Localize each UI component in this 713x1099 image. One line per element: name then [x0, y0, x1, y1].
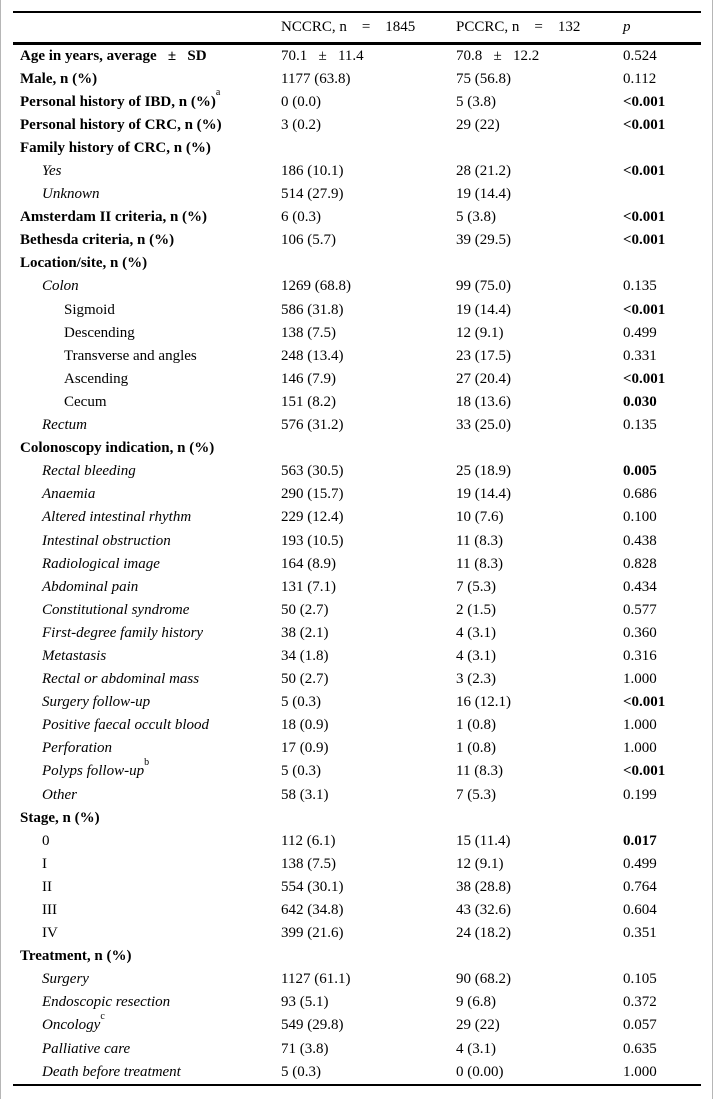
row-label: [13, 302, 281, 319]
footnote-marker: c: [100, 1010, 105, 1022]
table-row: [13, 784, 701, 807]
row-label: [13, 671, 281, 688]
row-label: [13, 140, 281, 157]
table-row: [13, 437, 701, 460]
nccrc-value: 1127 (61.1): [281, 971, 351, 988]
row-label-text: IV: [42, 925, 58, 942]
row-label-text: Transverse and angles: [64, 347, 197, 364]
p-value: 0.577: [623, 601, 657, 618]
row-label-text: Palliative care: [42, 1040, 131, 1057]
pccrc-value: 4 (3.1): [456, 624, 496, 641]
row-label: [13, 1041, 281, 1058]
nccrc-value: 5 (0.3): [281, 1063, 321, 1080]
row-label-text: Amsterdam II criteria, n (%): [20, 209, 208, 226]
p-value: 0.524: [623, 47, 657, 64]
row-label: [13, 971, 281, 988]
table-row: [13, 599, 701, 622]
nccrc-value: 38 (2.1): [281, 624, 329, 641]
table-row: [13, 229, 701, 252]
p-value: 0.135: [623, 417, 657, 434]
row-label: [13, 694, 281, 711]
pccrc-value: 19 (14.4): [456, 486, 511, 503]
row-label-text: Colon: [42, 278, 79, 295]
pccrc-value: 29 (22): [456, 116, 500, 133]
nccrc-value: 229 (12.4): [281, 509, 344, 526]
table-row: [13, 991, 701, 1014]
pccrc-value: 7 (5.3): [456, 786, 496, 803]
table-row: [13, 691, 701, 714]
nccrc-value: 164 (8.9): [281, 555, 336, 572]
pccrc-value: 1 (0.8): [456, 717, 496, 734]
row-label-text: Personal history of CRC, n (%): [20, 116, 222, 133]
nccrc-value: 186 (10.1): [281, 163, 344, 180]
table-row: [13, 622, 701, 645]
table-header-row: [13, 13, 701, 42]
row-label: [13, 994, 281, 1011]
p-value: 0.135: [623, 278, 657, 295]
row-label-text: Colonoscopy indication, n (%): [20, 440, 215, 457]
nccrc-value: 50 (2.7): [281, 601, 329, 618]
nccrc-value: 138 (7.5): [281, 324, 336, 341]
table-row: [13, 529, 701, 552]
row-label-text: Surgery: [42, 971, 89, 988]
row-label-text: Bethesda criteria, n (%): [20, 232, 175, 249]
pccrc-value: 16 (12.1): [456, 694, 511, 711]
row-label-text: Polyps follow-up: [42, 763, 145, 780]
table-row: [13, 114, 701, 137]
nccrc-value: 106 (5.7): [281, 232, 336, 249]
nccrc-value: 71 (3.8): [281, 1040, 329, 1057]
p-value: 0.017: [623, 832, 657, 849]
nccrc-value: 131 (7.1): [281, 578, 336, 595]
row-label: [13, 371, 281, 388]
nccrc-value: 5 (0.3): [281, 694, 321, 711]
p-value: 0.499: [623, 324, 657, 341]
row-label: [13, 71, 281, 88]
table-row: [13, 830, 701, 853]
table-row: [13, 252, 701, 275]
row-label: [13, 348, 281, 365]
row-label: [13, 602, 281, 619]
row-label-text: Constitutional syndrome: [42, 601, 190, 618]
pccrc-value: 75 (56.8): [456, 70, 511, 87]
pccrc-value: 70.8 ± 12.2: [456, 47, 540, 64]
nccrc-value: 554 (30.1): [281, 878, 344, 895]
pccrc-value: 39 (29.5): [456, 232, 511, 249]
row-label-text: Rectum: [42, 417, 87, 434]
p-value: <0.001: [623, 301, 666, 318]
nccrc-value: 6 (0.3): [281, 209, 321, 226]
nccrc-value: 642 (34.8): [281, 902, 344, 919]
table-row: [13, 68, 701, 91]
table-row: [13, 460, 701, 483]
p-value: 1.000: [623, 717, 657, 734]
table-row: [13, 368, 701, 391]
p-value: 0.604: [623, 902, 657, 919]
row-label-text: Abdominal pain: [42, 578, 139, 595]
table-row: [13, 737, 701, 760]
p-value: 0.316: [623, 647, 657, 664]
table-bottom-rule: [13, 1084, 701, 1086]
nccrc-value: 549 (29.8): [281, 1017, 344, 1034]
pccrc-value: 1 (0.8): [456, 740, 496, 757]
p-value: 0.434: [623, 578, 657, 595]
p-value: <0.001: [623, 116, 666, 133]
pccrc-value: 12 (9.1): [456, 855, 504, 872]
row-label: [13, 1010, 281, 1034]
p-value: 0.686: [623, 486, 657, 503]
p-value: <0.001: [623, 209, 666, 226]
row-label: [13, 440, 281, 457]
row-label: [13, 463, 281, 480]
pccrc-value: 3 (2.3): [456, 671, 496, 688]
p-value: <0.001: [623, 93, 666, 110]
row-label-text: Descending: [64, 324, 135, 341]
p-value: 0.112: [623, 70, 657, 87]
pccrc-value: 5 (3.8): [456, 209, 496, 226]
footnote-marker: a: [215, 87, 221, 99]
pccrc-value: 23 (17.5): [456, 347, 511, 364]
pccrc-value: 33 (25.0): [456, 417, 511, 434]
table-row: [13, 483, 701, 506]
p-value: 0.105: [623, 971, 657, 988]
p-value: 0.635: [623, 1040, 657, 1057]
p-value: <0.001: [623, 370, 666, 387]
nccrc-value: 290 (15.7): [281, 486, 344, 503]
row-label: [13, 186, 281, 203]
table-row: [13, 391, 701, 414]
table-row: [13, 322, 701, 345]
p-value: 1.000: [623, 1063, 657, 1080]
nccrc-value: 5 (0.3): [281, 763, 321, 780]
row-label: [13, 209, 281, 226]
pccrc-value: 10 (7.6): [456, 509, 504, 526]
nccrc-value: 0 (0.0): [281, 93, 321, 110]
table-row: [13, 160, 701, 183]
nccrc-value: 1177 (63.8): [281, 70, 351, 87]
row-label-text: Yes: [42, 163, 62, 180]
row-label: [13, 486, 281, 503]
p-value: 0.499: [623, 855, 657, 872]
table-row: [13, 853, 701, 876]
p-value: 1.000: [623, 671, 657, 688]
table-row: [13, 576, 701, 599]
row-label: [13, 556, 281, 573]
row-label-text: Metastasis: [42, 647, 107, 664]
row-label-text: Positive faecal occult blood: [42, 717, 210, 734]
row-label-text: I: [42, 855, 47, 872]
row-label-text: Intestinal obstruction: [42, 532, 171, 549]
header-p-column: p: [623, 19, 631, 35]
pccrc-value: 11 (8.3): [456, 763, 503, 780]
p-value: <0.001: [623, 763, 666, 780]
pccrc-value: 12 (9.1): [456, 324, 504, 341]
footnote-marker: b: [144, 756, 150, 768]
nccrc-value: 18 (0.9): [281, 717, 329, 734]
pccrc-value: 18 (13.6): [456, 393, 511, 410]
row-label-text: Male, n (%): [20, 70, 98, 87]
p-value: <0.001: [623, 232, 666, 249]
row-label-text: Rectal or abdominal mass: [42, 671, 200, 688]
row-label: [13, 879, 281, 896]
row-label-text: Rectal bleeding: [42, 463, 136, 480]
row-label-text: Personal history of IBD, n (%): [20, 93, 216, 110]
row-label: [13, 509, 281, 526]
table-row: [13, 1038, 701, 1061]
nccrc-value: 138 (7.5): [281, 855, 336, 872]
row-label: [13, 533, 281, 550]
nccrc-value: 34 (1.8): [281, 647, 329, 664]
pccrc-value: 4 (3.1): [456, 647, 496, 664]
row-label: [13, 810, 281, 827]
pccrc-value: 25 (18.9): [456, 463, 511, 480]
row-label: [13, 48, 281, 65]
nccrc-value: 93 (5.1): [281, 994, 329, 1011]
row-label: [13, 717, 281, 734]
nccrc-value: 146 (7.9): [281, 370, 336, 387]
header-nccrc-column: NCCRC, n = 1845: [281, 19, 416, 35]
row-label: [13, 648, 281, 665]
row-label-text: Anaemia: [42, 486, 96, 503]
table-row: [13, 137, 701, 160]
p-value: 0.331: [623, 347, 657, 364]
table-row: [13, 1061, 701, 1084]
table-row: [13, 645, 701, 668]
nccrc-value: 58 (3.1): [281, 786, 329, 803]
nccrc-value: 586 (31.8): [281, 301, 344, 318]
table-row: [13, 183, 701, 206]
row-label: [13, 232, 281, 249]
pccrc-value: 11 (8.3): [456, 555, 503, 572]
nccrc-value: 193 (10.5): [281, 532, 344, 549]
row-label: [13, 625, 281, 642]
p-value: 0.057: [623, 1017, 657, 1034]
p-value: 0.030: [623, 393, 657, 410]
pccrc-value: 2 (1.5): [456, 601, 496, 618]
nccrc-value: 112 (6.1): [281, 832, 336, 849]
row-label: [13, 740, 281, 757]
p-value: 0.764: [623, 878, 657, 895]
pccrc-value: 99 (75.0): [456, 278, 511, 295]
row-label-text: Cecum: [64, 393, 107, 410]
row-label-text: Stage, n (%): [20, 809, 100, 826]
row-label-text: Age in years, average ± SD: [20, 47, 207, 64]
p-value: 0.100: [623, 509, 657, 526]
row-label-text: III: [42, 902, 57, 919]
row-label-text: 0: [42, 832, 50, 849]
pccrc-value: 4 (3.1): [456, 1040, 496, 1057]
nccrc-value: 248 (13.4): [281, 347, 344, 364]
row-label-text: Sigmoid: [64, 301, 115, 318]
row-label-text: II: [42, 878, 52, 895]
table-row: [13, 275, 701, 298]
row-label: [13, 925, 281, 942]
row-label: [13, 163, 281, 180]
row-label-text: Altered intestinal rhythm: [42, 509, 192, 526]
row-label: [13, 255, 281, 272]
p-value: 0.438: [623, 532, 657, 549]
row-label: [13, 756, 281, 780]
pccrc-value: 15 (11.4): [456, 832, 511, 849]
pccrc-value: 28 (21.2): [456, 163, 511, 180]
pccrc-value: 29 (22): [456, 1017, 500, 1034]
table-row: [13, 968, 701, 991]
row-label-text: First-degree family history: [42, 624, 204, 641]
nccrc-value: 1269 (68.8): [281, 278, 351, 295]
p-value: 0.005: [623, 463, 657, 480]
nccrc-value: 563 (30.5): [281, 463, 344, 480]
pccrc-value: 0 (0.00): [456, 1063, 504, 1080]
row-label: [13, 87, 281, 111]
row-label-text: Unknown: [42, 186, 100, 203]
p-value: <0.001: [623, 163, 666, 180]
row-label: [13, 856, 281, 873]
row-label: [13, 417, 281, 434]
row-label-text: Death before treatment: [42, 1063, 181, 1080]
pccrc-value: 19 (14.4): [456, 186, 511, 203]
p-value: 1.000: [623, 740, 657, 757]
nccrc-value: 3 (0.2): [281, 116, 321, 133]
p-value: 0.199: [623, 786, 657, 803]
p-value: 0.372: [623, 994, 657, 1011]
table-row: [13, 899, 701, 922]
row-label: [13, 579, 281, 596]
row-label: [13, 325, 281, 342]
row-label-text: Other: [42, 786, 77, 803]
nccrc-value: 399 (21.6): [281, 925, 344, 942]
row-label-text: Radiological image: [42, 555, 160, 572]
row-label: [13, 1064, 281, 1081]
pccrc-value: 5 (3.8): [456, 93, 496, 110]
table-body: [13, 45, 701, 1084]
table-row: [13, 206, 701, 229]
row-label-text: Perforation: [42, 740, 112, 757]
table-row: [13, 87, 701, 114]
table-row: [13, 945, 701, 968]
pccrc-value: 9 (6.8): [456, 994, 496, 1011]
table-row: [13, 876, 701, 899]
nccrc-value: 514 (27.9): [281, 186, 344, 203]
table-row: [13, 345, 701, 368]
row-label: [13, 117, 281, 134]
header-pccrc-column: PCCRC, n = 132: [456, 19, 581, 35]
table-row: [13, 1010, 701, 1037]
table-row: [13, 414, 701, 437]
pccrc-value: 19 (14.4): [456, 301, 511, 318]
p-value: 0.360: [623, 624, 657, 641]
pccrc-value: 90 (68.2): [456, 971, 511, 988]
table-row: [13, 807, 701, 830]
table-row: [13, 553, 701, 576]
pccrc-value: 7 (5.3): [456, 578, 496, 595]
nccrc-value: 151 (8.2): [281, 393, 336, 410]
table-row: [13, 756, 701, 783]
p-value: 0.828: [623, 555, 657, 572]
pccrc-value: 27 (20.4): [456, 370, 511, 387]
table-row: [13, 299, 701, 322]
nccrc-value: 17 (0.9): [281, 740, 329, 757]
table-row: [13, 714, 701, 737]
p-value: <0.001: [623, 694, 666, 711]
row-label: [13, 902, 281, 919]
row-label-text: Family history of CRC, n (%): [20, 139, 211, 156]
row-label: [13, 787, 281, 804]
pccrc-value: 24 (18.2): [456, 925, 511, 942]
row-label-text: Oncology: [42, 1017, 101, 1034]
table-row: [13, 668, 701, 691]
table-row: [13, 506, 701, 529]
row-label: [13, 278, 281, 295]
nccrc-value: 70.1 ± 11.4: [281, 47, 364, 64]
p-value: 0.351: [623, 925, 657, 942]
row-label-text: Surgery follow-up: [42, 694, 151, 711]
row-label-text: Ascending: [64, 370, 129, 387]
table-row: [13, 922, 701, 945]
pccrc-value: 43 (32.6): [456, 902, 511, 919]
cohort-comparison-table: [13, 11, 701, 1086]
nccrc-value: 576 (31.2): [281, 417, 344, 434]
pccrc-value: 11 (8.3): [456, 532, 503, 549]
table-row: [13, 45, 701, 68]
row-label-text: Endoscopic resection: [42, 994, 171, 1011]
row-label-text: Treatment, n (%): [20, 948, 132, 965]
row-label: [13, 948, 281, 965]
row-label: [13, 833, 281, 850]
nccrc-value: 50 (2.7): [281, 671, 329, 688]
row-label: [13, 394, 281, 411]
pccrc-value: 38 (28.8): [456, 878, 511, 895]
row-label-text: Location/site, n (%): [20, 255, 148, 272]
